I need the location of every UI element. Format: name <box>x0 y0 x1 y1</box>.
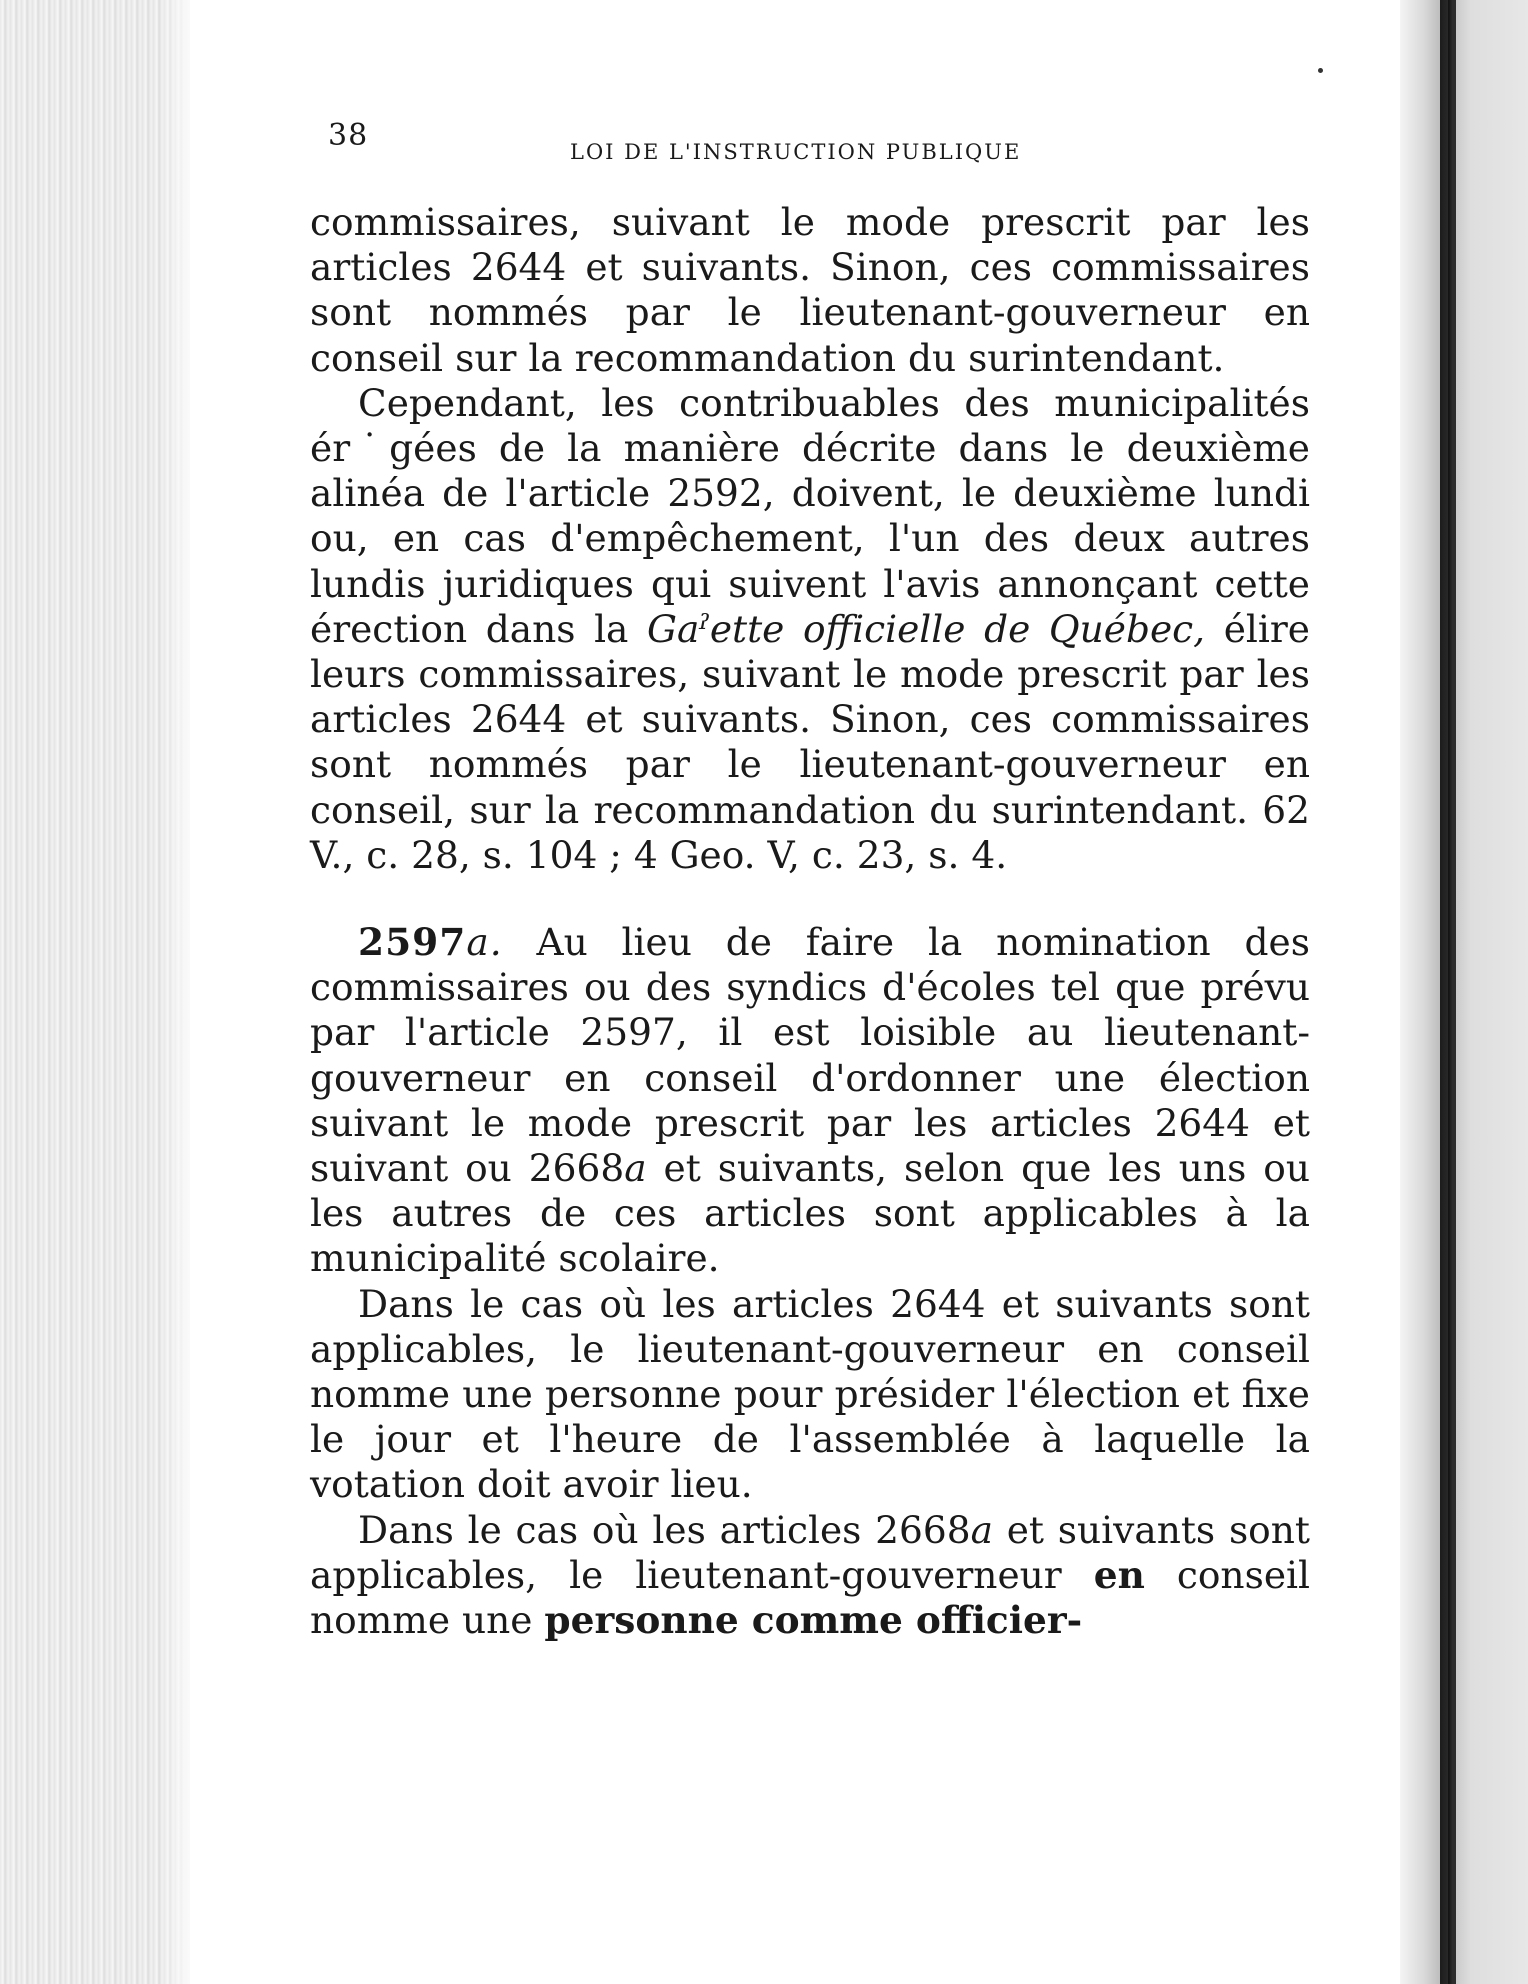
italic-letter: a <box>970 1507 993 1552</box>
article-2597a <box>310 920 1310 1282</box>
paragraph-continuation: commissaires, suivant le mode prescrit par les articles 2644 et suivants. Sinon, ces commissaires sont nommés par le lieutenant-gouverneur en conseil sur la recommandation du surintendant. <box>310 200 1310 380</box>
italic-letter: a <box>624 1146 647 1191</box>
paragraph-text: Cependant, les contribuables des municipalités ér˙gées de la manière décrite dans le deuxième alinéa de l'article 2592, doivent, le deuxième lundi ou, en cas d'empêchement, l'un des deux autres lundis juridiques qui suivent l'avis annonçant cette érection dans la <box>310 380 1310 651</box>
paragraph-2644-case: Dans le cas où les articles 2644 et suivants sont applicables, le lieutenant-gouverneur en conseil nomme une personne pour présider l'élection et fixe le jour et l'heure de l'assemblée à laquelle la votation doit avoir lieu. <box>310 1281 1310 1507</box>
page-gutter-shadow <box>1400 0 1440 1984</box>
book-page <box>190 0 1400 1984</box>
scan-speck <box>1318 68 1323 73</box>
paragraph-text: élire leurs commissaires, suivant le mode prescrit par les articles 2644 et suivants. Sinon, ces commissaires sont nommés par le lieutenant-gouverneur en conseil, sur la recommandation du surintendant. 62 V., c. 28, s. 104 ; 4 Geo. V, c. 23, s. 4. <box>310 606 1310 877</box>
page-body <box>310 200 1310 1643</box>
paragraph-text: et suivants, selon que les uns ou les autres de ces articles sont applicables à la municipalité scolaire. <box>310 1146 1310 1281</box>
stacked-page-edges <box>0 0 190 1984</box>
paragraph-2668a-case <box>310 1508 1310 1644</box>
binding-edge-line <box>1448 0 1456 1984</box>
paragraph-cependant <box>310 381 1310 878</box>
bold-text: en <box>1093 1552 1145 1597</box>
article-number <box>358 920 503 964</box>
running-title: LOI DE L'INSTRUCTION PUBLIQUE <box>570 140 1022 164</box>
page-number: 38 <box>328 118 369 153</box>
next-page-edge <box>1440 0 1528 1984</box>
bold-text: personne comme officier- <box>544 1598 1083 1643</box>
paragraph-text: et suivants sont applicables, le lieutenant-gouverneur <box>310 1507 1310 1597</box>
paragraph-text: Dans le cas où les articles 2668 <box>358 1507 971 1552</box>
article-number-suffix: a. <box>466 920 503 965</box>
page-header <box>190 118 1400 168</box>
paragraph-text: Au lieu de faire la nomination des commissaires ou des syndics d'écoles tel que prévu par l'article 2597, il est loisible au lieutenant-gouverneur en conseil d'ordonner une élection suivant le mode prescrit par les articles 2644 et suivant ou 2668 <box>310 920 1310 1191</box>
paragraph-text: conseil nomme une <box>310 1552 1311 1643</box>
article-number-digits: 2597 <box>358 920 467 965</box>
gazette-title: Gaˀette officielle de Québec, <box>647 606 1206 651</box>
